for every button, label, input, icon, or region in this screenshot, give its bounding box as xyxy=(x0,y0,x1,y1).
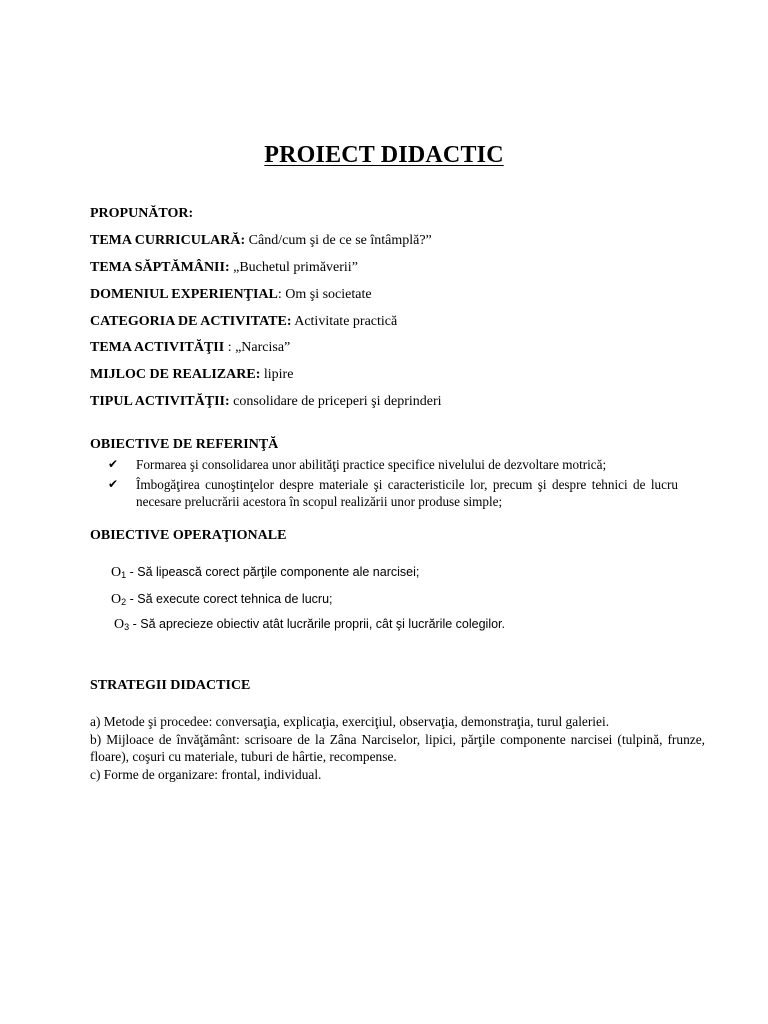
info-activity-type: TIPUL ACTIVITĂŢII: consolidare de priceperi şi deprinderi xyxy=(90,394,442,409)
info-means: MIJLOC DE REALIZARE: lipire xyxy=(90,367,294,382)
operational-objective-1: $O_1$ - Să lipească corect părţile componente ale narcisei; xyxy=(111,565,420,580)
operational-objective-3: $O_3$ - Să aprecieze obiectiv atât lucrările proprii, cât şi lucrările colegilor. xyxy=(114,617,505,632)
info-week-theme: TEMA SĂPTĂMÂNII: „Buchetul primăverii” xyxy=(90,260,358,275)
operational-objectives-heading: OBIECTIVE OPERAŢIONALE xyxy=(90,528,287,543)
check-icon: ✔ xyxy=(108,457,119,471)
strategy-means: b) Mijloace de învăţământ: scrisoare de la Zâna Narciselor, lipici, părţile componente narcisei (tulpină, frunze, floare), coşuri cu materiale, tuburi de hârtie, recompense. xyxy=(90,731,705,764)
reference-objective-item: ✔ Îmbogăţirea cunoştinţelor despre materiale şi caracteristicile lor, precum şi despre tehnici de lucru necesare prelucrării acestora în scopul realizării unor produse simple; xyxy=(108,477,678,509)
document-title: PROIECT DIDACTIC xyxy=(264,142,504,168)
reference-objective-item: ✔ Formarea şi consolidarea unor abilităţi practice specifice nivelului de dezvoltare motrică; xyxy=(108,457,607,472)
info-experiential-domain: DOMENIUL EXPERIENŢIAL: Om şi societate xyxy=(90,287,372,302)
strategies-body xyxy=(90,713,705,783)
operational-objective-2: $O_2$ - Să execute corect tehnica de lucru; xyxy=(111,592,333,607)
strategy-forms: c) Forme de organizare: frontal, individual. xyxy=(90,766,322,782)
strategy-methods: a) Metode şi procedee: conversaţia, explicaţia, exerciţiul, observaţia, demonstraţia, turul galeriei. xyxy=(90,714,610,729)
reference-objectives-heading: OBIECTIVE DE REFERINŢĂ xyxy=(90,437,279,452)
info-proponent: PROPUNĂTOR: xyxy=(90,206,194,221)
strategies-heading: STRATEGII DIDACTICE xyxy=(90,678,251,693)
info-activity-category: CATEGORIA DE ACTIVITATE: Activitate practică xyxy=(90,314,398,329)
info-curricular-theme: TEMA CURRICULARĂ: Când/cum şi de ce se întâmplă?” xyxy=(90,233,432,248)
check-icon: ✔ xyxy=(108,477,119,491)
info-activity-theme: TEMA ACTIVITĂŢII : „Narcisa” xyxy=(90,340,291,355)
